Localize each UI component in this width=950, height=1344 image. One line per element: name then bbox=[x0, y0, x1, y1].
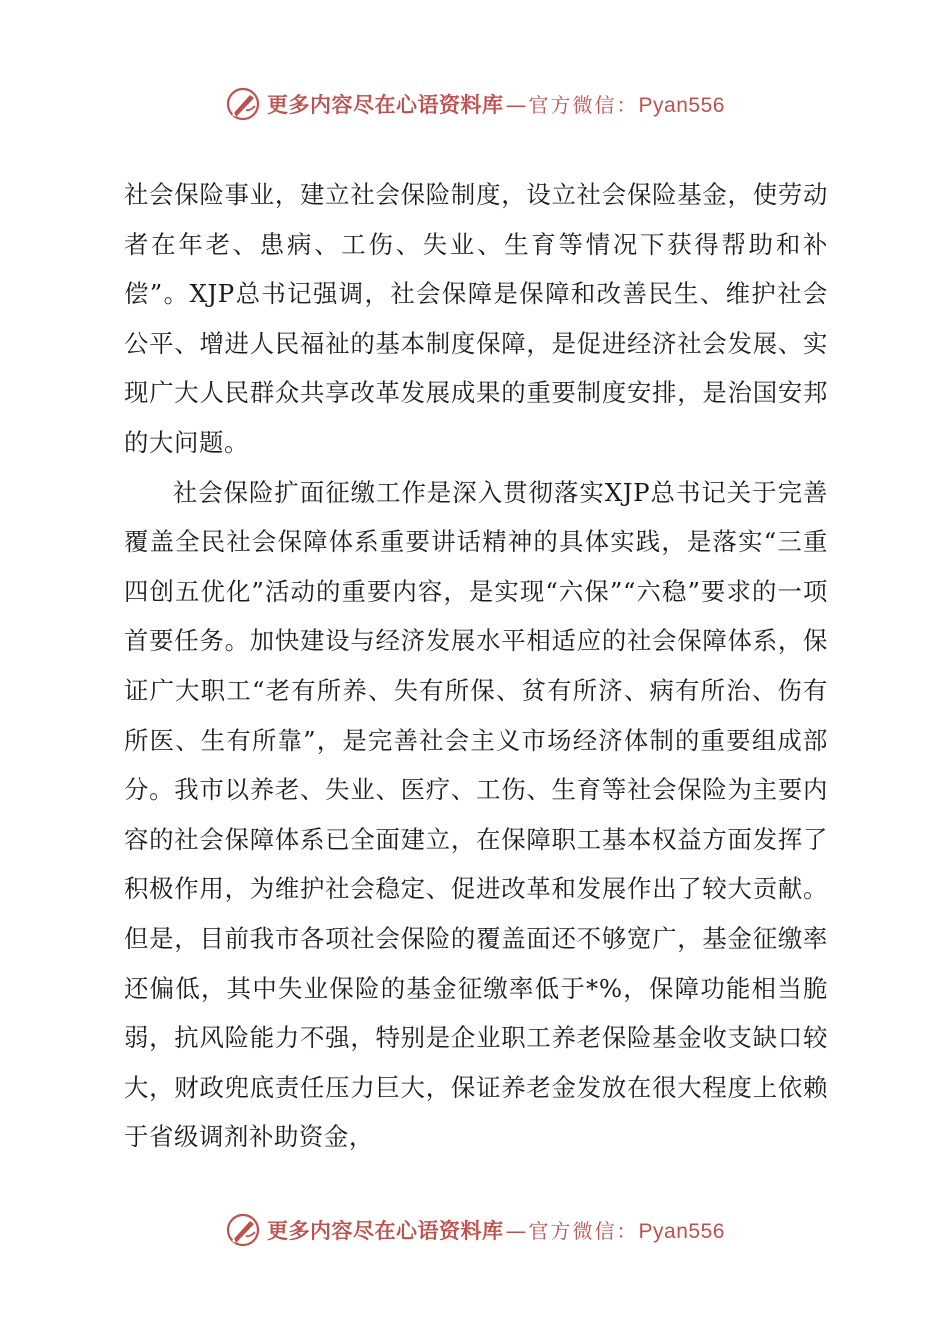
watermark-wechat-label: 官方微信： bbox=[528, 93, 639, 117]
watermark-dash: — bbox=[505, 1219, 527, 1243]
watermark-title: 更多内容尽在心语资料库 bbox=[267, 1218, 504, 1243]
watermark-dash: — bbox=[505, 93, 527, 117]
pen-logo-icon bbox=[225, 86, 261, 122]
paragraph-1: 社会保险事业，建立社会保险制度，设立社会保险基金，使劳动者在年老、患病、工伤、失业、生育等情况下获得帮助和补偿”。XJP总书记强调，社会保障是保障和改善民生、维护社会公平、增进人民福祉的基本制度保障，是促进经济社会发展、实现广大人民群众共享改革发展成果的重要制度安排，是治国安邦的大问题。 bbox=[124, 180, 828, 457]
pen-logo-icon bbox=[225, 1212, 261, 1248]
paragraph-2: 社会保险扩面征缴工作是深入贯彻落实XJP总书记关于完善覆盖全民社会保障体系重要讲话精神的具体实践，是落实“三重四创五优化”活动的重要内容，是实现“六保”“六稳”要求的一项首要任务。加快建设与经济发展水平相适应的社会保障体系，保证广大职工“老有所养、失有所保、贫有所济、病有所治、伤有所医、生有所靠”，是完善社会主义市场经济体制的重要组成部分。我市以养老、失业、医疗、工伤、生育等社会保险为主要内容的社会保障体系已全面建立，在保障职工基本权益方面发挥了积极作用，为维护社会稳定、促进改革和发展作出了较大贡献。但是，目前我市各项社会保险的覆盖面还不够宽广，基金征缴率还偏低，其中失业保险的基金征缴率低于*%，保障功能相当脆弱，抗风险能力不强，特别是企业职工养老保险基金收支缺口较大，财政兜底责任压力巨大，保证养老金发放在很大程度上依赖于省级调剂补助资金， bbox=[124, 477, 828, 1152]
watermark-wechat-id: Pyan556 bbox=[638, 94, 725, 117]
watermark-wechat-id: Pyan556 bbox=[638, 1220, 725, 1243]
header-watermark bbox=[0, 82, 950, 126]
watermark-title: 更多内容尽在心语资料库 bbox=[267, 92, 504, 117]
document-body bbox=[124, 170, 828, 1162]
watermark-wechat-label: 官方微信： bbox=[528, 1219, 639, 1243]
footer-watermark bbox=[0, 1208, 950, 1252]
